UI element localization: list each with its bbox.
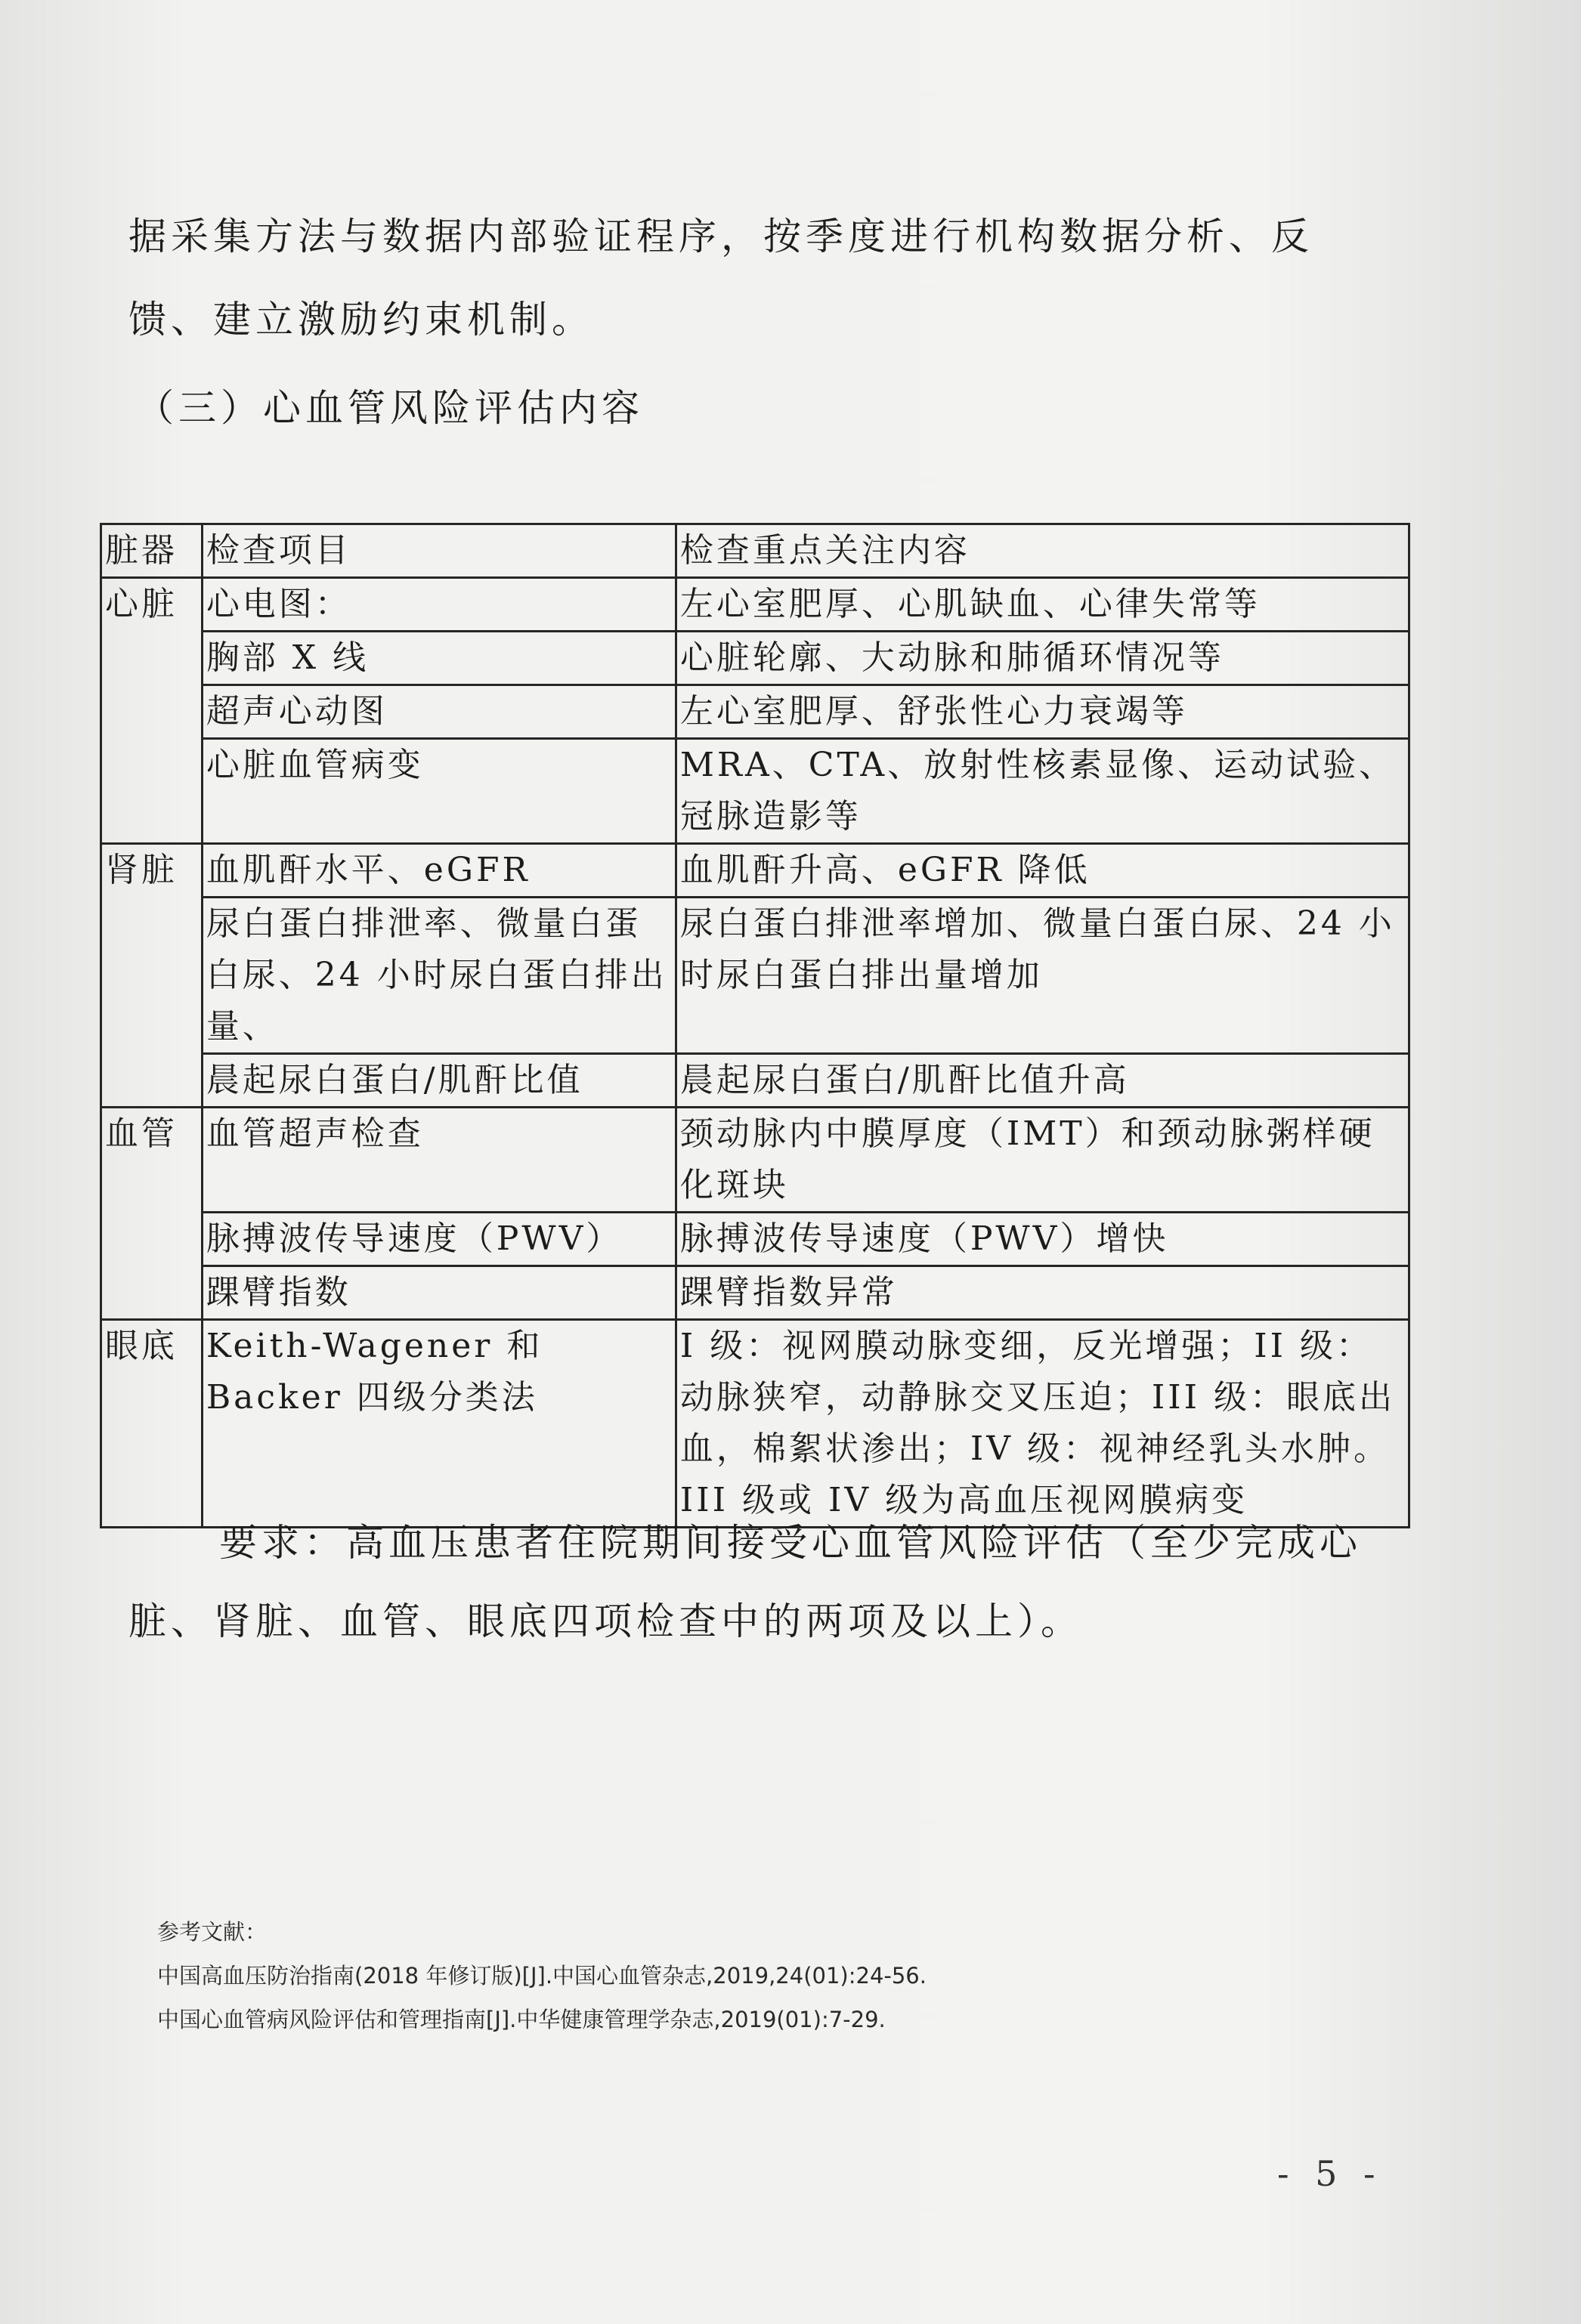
focus-cell: 左心室肥厚、舒张性心力衰竭等	[676, 685, 1409, 739]
reference-item: 中国高血压防治指南(2018 年修订版)[J].中国心血管杂志,2019,24(01):24-56.	[157, 1963, 927, 1989]
item-cell: 血肌酐水平、eGFR	[202, 844, 676, 898]
references	[157, 1910, 927, 2041]
table-row	[101, 1054, 1409, 1108]
table-row	[101, 1266, 1409, 1320]
focus-cell: 晨起尿白蛋白/肌酐比值升高	[676, 1054, 1409, 1108]
item-cell: Keith-Wagener 和 Backer 四级分类法	[202, 1320, 676, 1528]
table-row	[101, 739, 1409, 844]
header-item: 检查项目	[202, 524, 676, 578]
focus-cell: 尿白蛋白排泄率增加、微量白蛋白尿、24 小时尿白蛋白排出量增加	[676, 898, 1409, 1054]
item-cell: 晨起尿白蛋白/肌酐比值	[202, 1054, 676, 1108]
focus-cell: MRA、CTA、放射性核素显像、运动试验、冠脉造影等	[676, 739, 1409, 844]
focus-cell: I 级：视网膜动脉变细，反光增强；II 级：动脉狭窄，动静脉交叉压迫；III 级：眼底出血，棉絮状渗出；IV 级：视神经乳头水肿。III 级或 IV 级为高血压视网膜病变	[676, 1320, 1409, 1528]
header-focus: 检查重点关注内容	[676, 524, 1409, 578]
intro-line-1: 据采集方法与数据内部验证程序，按季度进行机构数据分析、反	[128, 215, 1313, 258]
table-row	[101, 578, 1409, 632]
table-row	[101, 898, 1409, 1054]
focus-cell: 心脏轮廓、大动脉和肺循环情况等	[676, 632, 1409, 685]
item-cell: 脉搏波传导速度（PWV）	[202, 1213, 676, 1266]
focus-cell: 颈动脉内中膜厚度（IMT）和颈动脉粥样硬化斑块	[676, 1108, 1409, 1213]
focus-cell: 踝臂指数异常	[676, 1266, 1409, 1320]
intro-line-2: 馈、建立激励约束机制。	[128, 298, 594, 341]
reference-item: 中国心血管病风险评估和管理指南[J].中华健康管理学杂志,2019(01):7-29.	[157, 2007, 886, 2032]
table-row	[101, 1320, 1409, 1528]
section-heading: （三）心血管风险评估内容	[136, 386, 644, 430]
table-row	[101, 1213, 1409, 1266]
table-row	[101, 685, 1409, 739]
item-cell: 超声心动图	[202, 685, 676, 739]
item-cell: 胸部 X 线	[202, 632, 676, 685]
page-number: - 5 -	[1277, 2153, 1383, 2194]
header-organ: 脏器	[101, 524, 203, 578]
requirement-paragraph: 要求：高血压患者住院期间接受心血管风险评估（至少完成心脏、肾脏、血管、眼底四项检查中的两项及以上）。	[128, 1521, 1362, 1643]
focus-cell: 左心室肥厚、心肌缺血、心律失常等	[676, 578, 1409, 632]
item-cell: 尿白蛋白排泄率、微量白蛋白尿、24 小时尿白蛋白排出量、	[202, 898, 676, 1054]
item-cell: 踝臂指数	[202, 1266, 676, 1320]
organ-cell: 眼底	[101, 1320, 203, 1528]
table-row	[101, 1108, 1409, 1213]
risk-assessment-table	[100, 523, 1410, 1528]
focus-cell: 脉搏波传导速度（PWV）增快	[676, 1213, 1409, 1266]
organ-cell: 血管	[101, 1108, 203, 1320]
focus-cell: 血肌酐升高、eGFR 降低	[676, 844, 1409, 898]
organ-cell: 心脏	[101, 578, 203, 844]
item-cell: 血管超声检查	[202, 1108, 676, 1213]
table-row	[101, 632, 1409, 685]
item-cell: 心脏血管病变	[202, 739, 676, 844]
organ-cell: 肾脏	[101, 844, 203, 1108]
references-title: 参考文献：	[157, 1919, 268, 1945]
table-header-row	[101, 524, 1409, 578]
table-row	[101, 844, 1409, 898]
item-cell: 心电图：	[202, 578, 676, 632]
intro-paragraph	[128, 195, 1398, 361]
